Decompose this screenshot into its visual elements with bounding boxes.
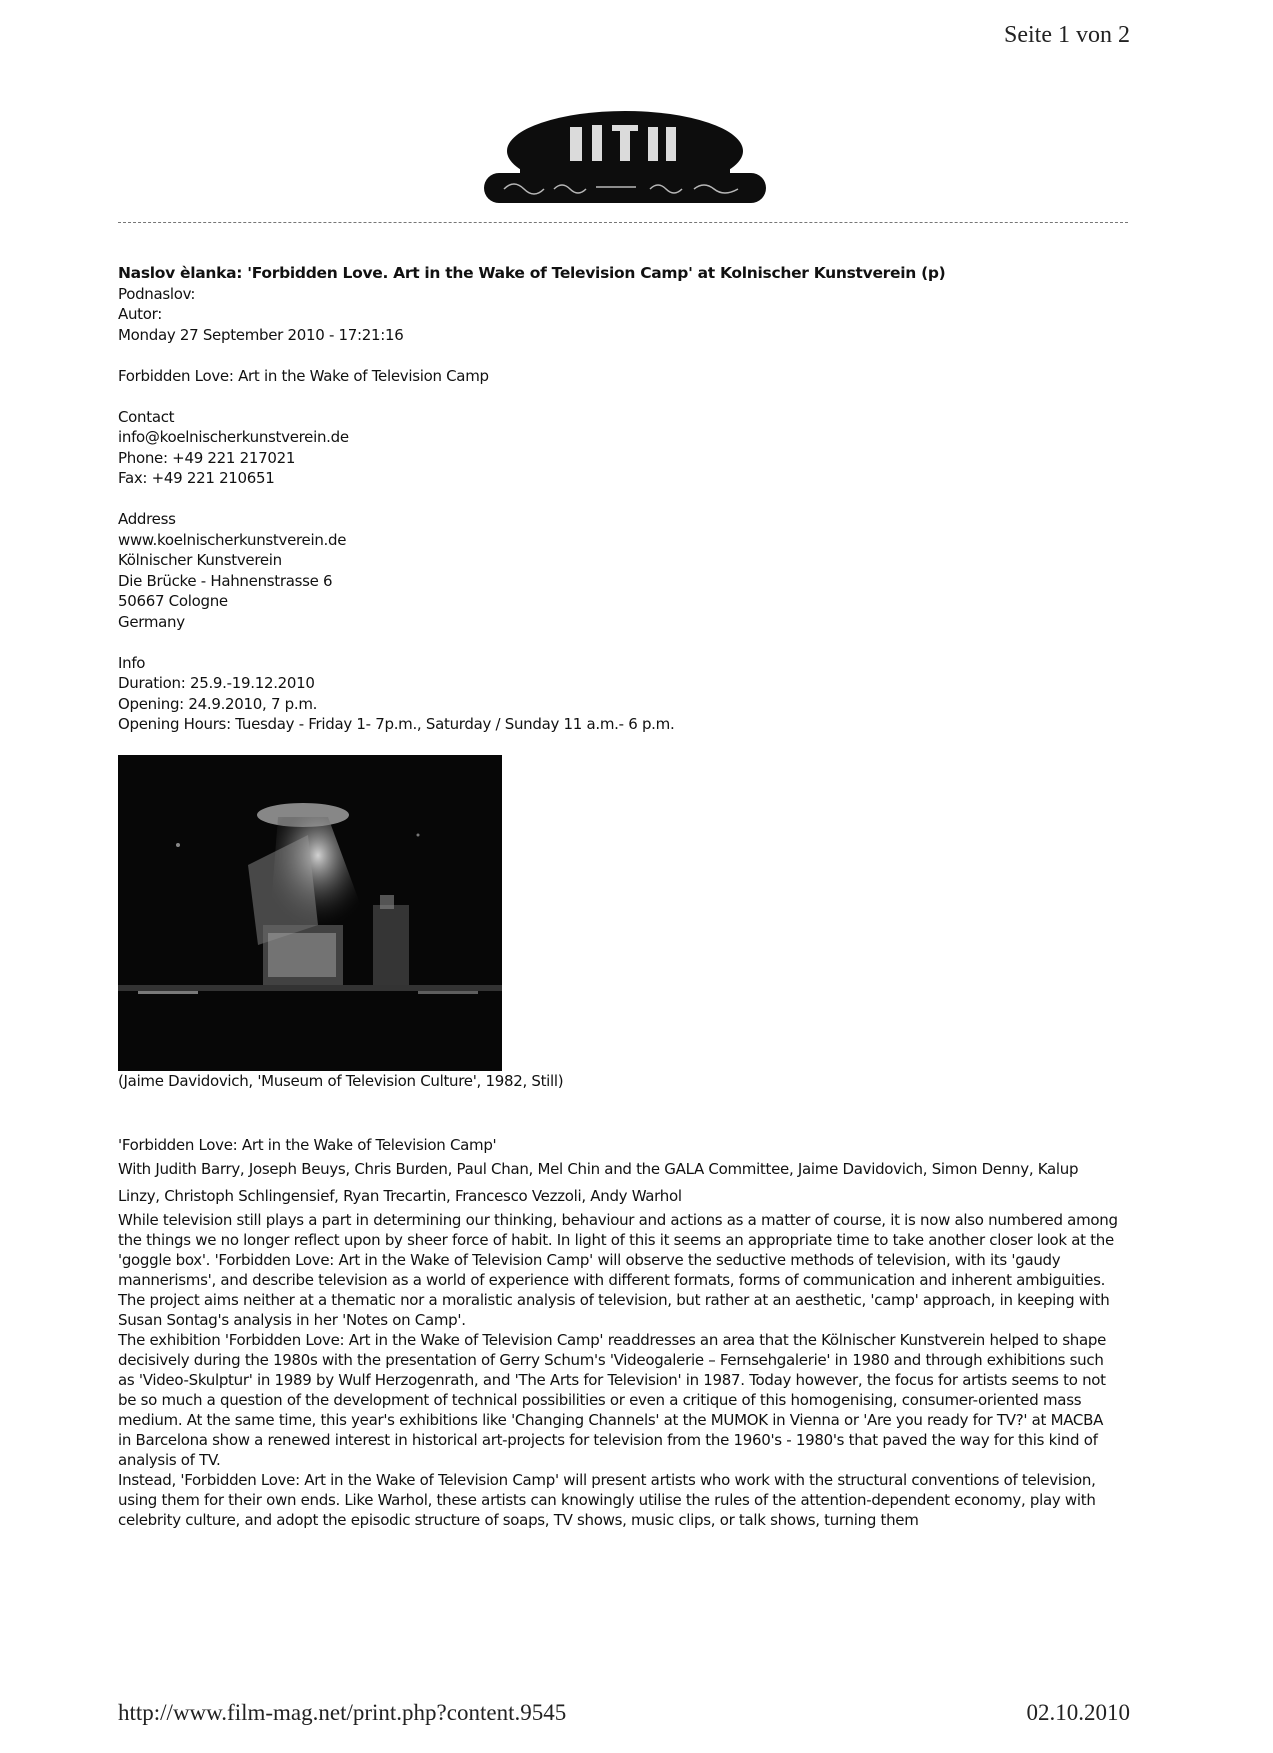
article-title: 'Forbidden Love: Art in the Wake of Television Camp' [118, 1136, 497, 1154]
contact-heading: Contact [118, 407, 175, 426]
address-country: Germany [118, 612, 185, 631]
address-heading: Address [118, 510, 176, 528]
footer-url[interactable]: http://www.film-mag.net/print.php?content.9545 [118, 1700, 567, 1725]
contact-email[interactable]: info@koelnischerkunstverein.de [118, 428, 349, 446]
paragraph: While television still plays a part in determining our thinking, behaviour and actions as a matter of course, it is now also numbered among the things we no longer reflect upon by sheer force of habit. In light of this it seems an appropriate time to take another closer look at the 'goggle box'. 'Forbidden Love: Art in the Wake of Television Camp' will observe the seductive methods of television, with its 'gaudy mannerisms', and describe television as a world of experience with different formats, forms of communication and inherent ambiguities. The project aims neither at a thematic nor a moralistic analysis of television, but rather at an aesthetic, 'camp' approach, in keeping with Susan Sontag's analysis in her 'Notes on Camp'. [118, 1210, 1118, 1329]
article-heading: Naslov èlanka: 'Forbidden Love. Art in the Wake of Television Camp' at Kolnischer Kunstverein (p) [118, 264, 946, 282]
address-street: Die Brücke - Hahnenstrasse 6 [118, 571, 333, 590]
info-opening: Opening: 24.9.2010, 7 p.m. [118, 694, 318, 713]
address-city: 50667 Cologne [118, 592, 228, 610]
info-heading: Info [118, 653, 146, 672]
paragraph: Instead, 'Forbidden Love: Art in the Wake of Television Camp' will present artists who work with the structural conventions of television, using them for their own ends. Like Warhol, these artists can knowingly utilise the rules of the attention-dependent economy, play with celebrity culture, and adopt the episodic structure of soaps, TV shows, music clips, or talk shows, turning them [118, 1470, 1096, 1529]
film-mag-logo-icon [484, 103, 766, 207]
paragraph: The exhibition 'Forbidden Love: Art in the Wake of Television Camp' readdresses an area that the Kölnischer Kunstverein helped to shape decisively during the 1980s with the presentation of Gerry Schum's 'Videogalerie – Fernsehgalerie' in 1980 and through exhibitions such as 'Video-Skulptur' in 1989 by Wulf Herzogenrath, and 'The Arts for Television' in 1987. Today however, the focus for artists seems to not be so much a question of the development of technical possibilities or even a critique of this homogenising, consumer-oriented mass medium. At the same time, this year's exhibitions like 'Changing Channels' at the MUMOK in Vienna or 'Are you ready for TV?' at MACBA in Barcelona show a renewed interest in historical art-projects for television from the 1960's - 1980's that paved the way for this kind of analysis of TV. [118, 1330, 1107, 1469]
artwork-still-image [118, 755, 502, 1071]
author-label: Autor: [118, 305, 162, 323]
article-body [118, 1135, 1118, 1530]
article-content [118, 263, 1118, 1530]
intro-title: Forbidden Love: Art in the Wake of Television Camp [118, 366, 489, 385]
footer-date: 02.10.2010 [1026, 1700, 1130, 1725]
publish-date: Monday 27 September 2010 - 17:21:16 [118, 325, 404, 344]
contact-fax: Fax: +49 221 210651 [118, 469, 275, 487]
info-duration: Duration: 25.9.-19.12.2010 [118, 674, 315, 692]
image-caption: (Jaime Davidovich, 'Museum of Television Culture', 1982, Still) [118, 1071, 564, 1090]
page-number: Seite 1 von 2 [1004, 22, 1130, 48]
address-name: Kölnischer Kunstverein [118, 551, 282, 569]
artists-list: With Judith Barry, Joseph Beuys, Chris Burden, Paul Chan, Mel Chin and the GALA Committee, Jaime Davidovich, Simon Denny, Kalup Linzy, Christoph Schlingensief, Ryan Trecartin, Francesco Vezzoli, Andy Warhol [118, 1159, 1079, 1205]
subtitle-label: Podnaslov: [118, 284, 196, 303]
info-hours: Opening Hours: Tuesday - Friday 1- 7p.m., Saturday / Sunday 11 a.m.- 6 p.m. [118, 715, 675, 733]
contact-phone: Phone: +49 221 217021 [118, 448, 296, 467]
address-website[interactable]: www.koelnischerkunstverein.de [118, 530, 347, 549]
header-divider [118, 222, 1128, 223]
